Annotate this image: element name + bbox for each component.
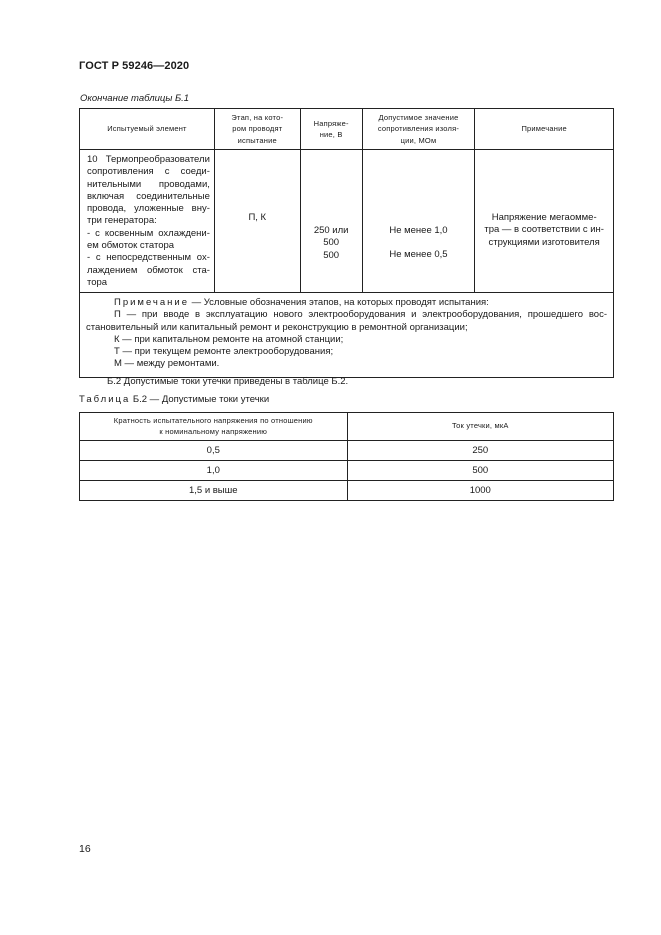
section-b2-text: Б.2 Допустимые токи утечки приведены в таблице Б.2. <box>107 376 349 387</box>
cell-stage: П, К <box>214 150 300 293</box>
table2-header-row <box>80 413 614 441</box>
table2-caption: Таблица Б.2 — Допустимые токи утечки <box>79 394 270 405</box>
table1-caption: Окончание таблицы Б.1 <box>80 93 190 104</box>
col-header-leakage-current: Ток утечки, мкА <box>347 413 613 441</box>
cell-leakage-current: 250 <box>347 441 613 461</box>
page-number: 16 <box>79 843 91 855</box>
cell-leakage-current: 1000 <box>347 481 613 501</box>
cell-resistance: Не менее 1,0 Не менее 0,5 <box>362 150 475 293</box>
col-header-element: Испытуемый элемент <box>80 109 215 150</box>
table1-footnote-row <box>80 293 614 378</box>
cell-note: Напряжение мегаомме- тра — в соответствии с ин- струкциями изготовителя <box>475 150 614 293</box>
table1-header-row <box>80 109 614 150</box>
col-header-note: Примечание <box>475 109 614 150</box>
cell-voltage: 250 или 500 500 <box>300 150 362 293</box>
table1-footnote: Примечание — Условные обозначения этапов, на которых проводят испытания: П — при вводе в эксплуатацию нового электрооборудования и электрооборудования, прошедшего вос- становительный или капитальный ремонт и реконструкцию в ремонтной организации; К — при капитальном ремонте на атомной станции; Т — при текущем ремонте электрооборудования; М — между ремонтами. <box>80 293 614 378</box>
cell-tested-element: 10 Термопреобразователи сопротивления с соеди- нительными проводами, включая соединительные провода, уложенные вну- три генератора: - с косвенным охлаждени- ем обмоток статора - с непосредственным ох- лаждением обмоток ста- тора <box>80 150 215 293</box>
col-header-resistance: Допустимое значение сопротивления изоля- ции, МОм <box>362 109 475 150</box>
table-row <box>80 461 614 481</box>
table-row <box>80 481 614 501</box>
col-header-stage: Этап, на кото- ром проводят испытание <box>214 109 300 150</box>
cell-voltage-ratio: 1,5 и выше <box>80 481 348 501</box>
document-id: ГОСТ Р 59246—2020 <box>79 60 190 72</box>
col-header-voltage: Напряже- ние, В <box>300 109 362 150</box>
col-header-voltage-ratio: Кратность испытательного напряжения по отношению к номинальному напряжению <box>80 413 348 441</box>
cell-leakage-current: 500 <box>347 461 613 481</box>
table-b1 <box>79 108 614 378</box>
table-b2 <box>79 412 614 501</box>
footnote-label: Примечание <box>114 297 189 308</box>
table-row <box>80 441 614 461</box>
table-row <box>80 150 614 293</box>
cell-voltage-ratio: 0,5 <box>80 441 348 461</box>
cell-voltage-ratio: 1,0 <box>80 461 348 481</box>
